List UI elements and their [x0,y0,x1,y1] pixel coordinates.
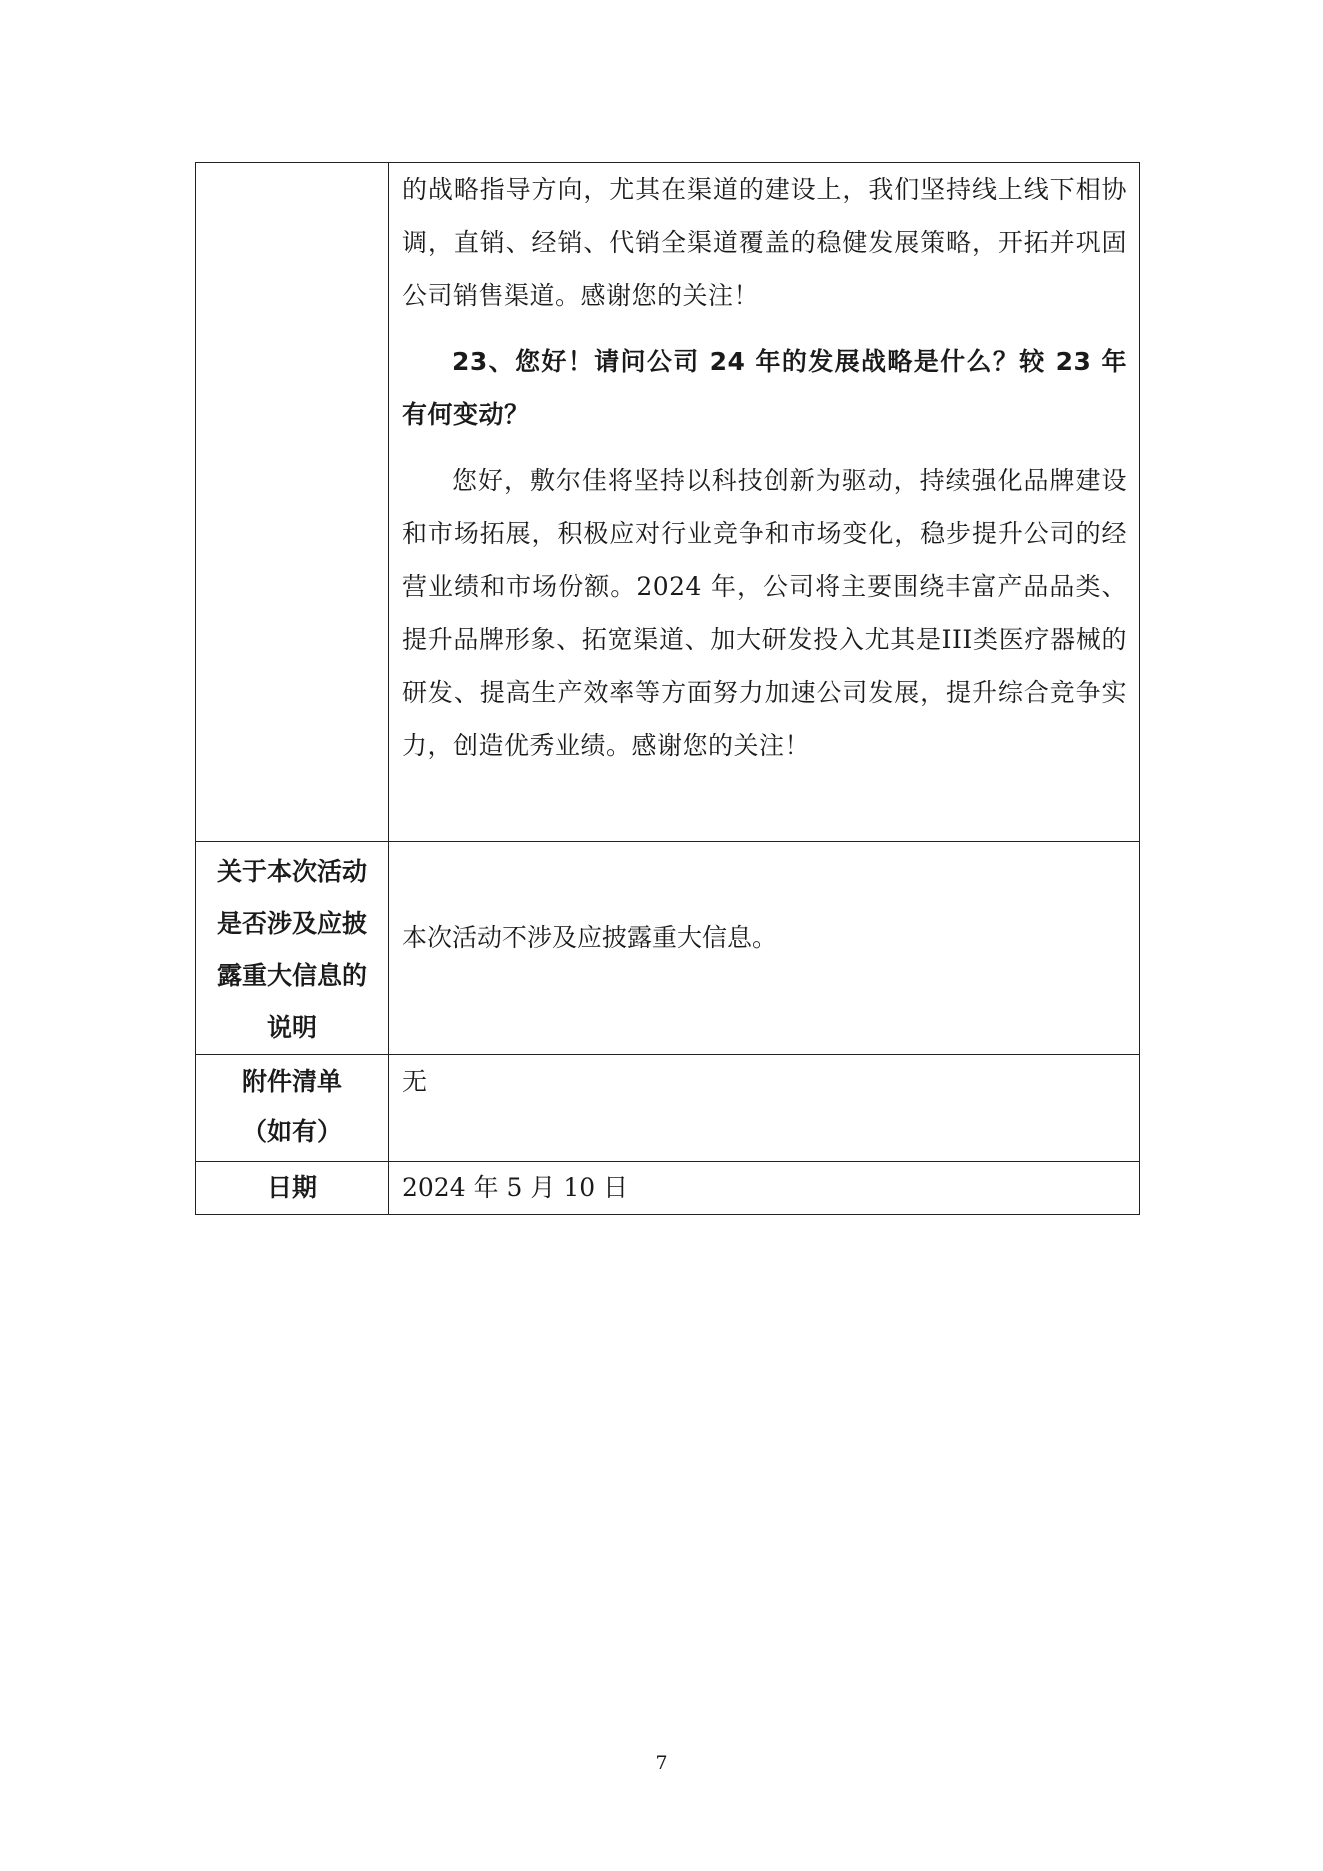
attachments-label-line: （如有） [241,1117,342,1146]
attachments-row [196,1055,1140,1162]
disclosure-value-text: 本次活动不涉及应披露重大信息。 [402,922,778,952]
date-label: 日期 [196,1162,389,1215]
disclosure-label-line: 关于本次活动 [216,857,367,886]
disclosure-label [196,842,389,1055]
disclosure-row [196,842,1140,1055]
disclosure-label-line: 露重大信息的 [216,961,367,990]
qa-content-cell [389,163,1140,842]
qa-label-cell [196,163,389,842]
date-value: 2024 年 5 月 10 日 [389,1162,1140,1215]
question-23: 23、您好！请问公司 24 年的发展战略是什么？较 23 年有何变动？ [402,347,1127,429]
page-number: 7 [655,1752,668,1774]
qa-content-row [196,163,1140,842]
investor-relations-record-table [195,162,1140,1215]
answer-23: 您好，敷尔佳将坚持以科技创新为驱动，持续强化品牌建设和市场拓展，积极应对行业竞争和市场变化，稳步提升公司的经营业绩和市场份额。2024 年，公司将主要围绕丰富产品品类、提升品牌形象、拓宽渠道、加大研发投入尤其是III类医疗器械的研发、提高生产效率等方面努力加速公司发展，提升综合竞争实力，创造优秀业绩。感谢您的关注！ [402,466,1127,760]
attachments-label-line: 附件清单 [241,1067,342,1096]
attachments-value-text: 无 [402,1067,428,1096]
date-row [196,1162,1140,1215]
attachments-label [196,1055,389,1162]
disclosure-label-line: 是否涉及应披 [216,909,367,938]
disclosure-label-line: 说明 [266,1013,317,1042]
previous-answer-continuation: 的战略指导方向，尤其在渠道的建设上，我们坚持线上线下相协调，直销、经销、代销全渠道覆盖的稳健发展策略，开拓并巩固公司销售渠道。感谢您的关注！ [402,175,1127,310]
attachments-value [389,1055,1140,1162]
disclosure-value [389,842,1140,1055]
